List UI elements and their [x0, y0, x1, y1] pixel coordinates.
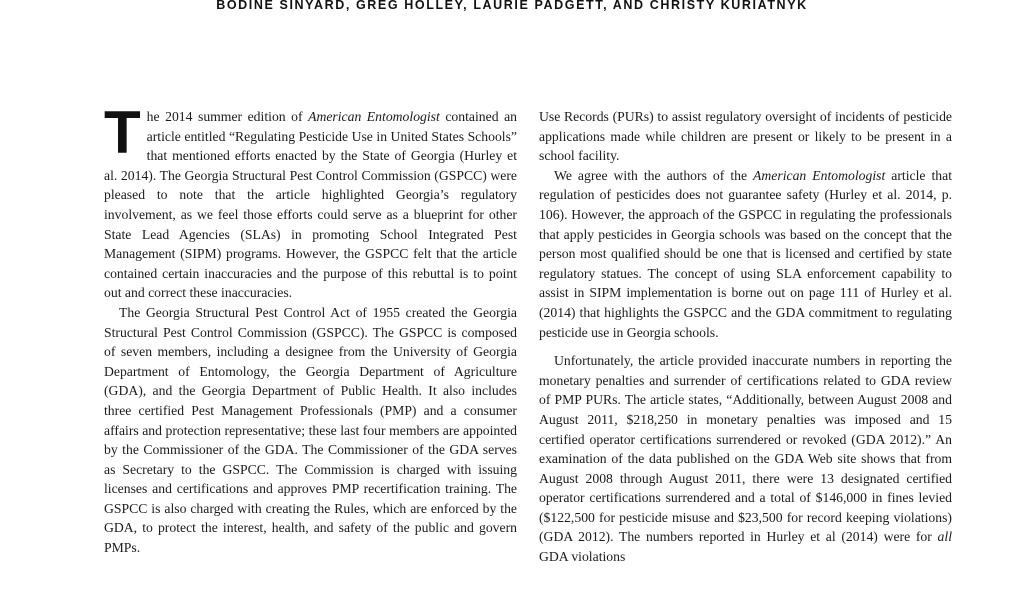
paragraph-agreement — [539, 166, 952, 342]
text-run: he 2014 summer edition of — [146, 109, 309, 124]
journal-title: American Entomologist — [308, 109, 440, 124]
text-run: We agree with the authors of the — [554, 167, 754, 183]
article-authors: BODINE SINYARD, GREG HOLLEY, LAURIE PADGETT, AND CHRISTY KURIATNYK — [216, 0, 808, 12]
right-column — [539, 107, 952, 567]
text-run: Unfortunately, the article provided inaccurate numbers in reporting the monetary penalties and surrender of certifications related to GDA review of PMP PURs. The article states, “Additionally, between August 2008 and August 2011, $218,250 in monetary penalties was imposed and 15 certified operator certifications surrendered or revoked (GDA 2012).” An examination of the data published on the GDA Web site shows that from August 2008 through August 2011, there were 13 designated certified operator certifications surrendered and a total of $146,000 in fines levied ($122,500 for pesticide misuse and $23,500 for record keeping violations)(GDA 2012). The numbers reported in Hurley et al (2014) were for — [539, 353, 952, 545]
paragraph-inaccuracies — [539, 351, 952, 567]
text-run: contained an article entitled “Regulating Pesticide Use in United States Schools” that mentioned efforts enacted by the State of Georgia (Hurley et al. 2014). The Georgia Structural Pest Control Commission (GSPCC) were pleased to note that the article highlighted Georgia’s regulatory involvement, as we feel those efforts could serve as a blueprint for other State Lead Agencies (SLAs) in promoting School Integrated Pest Management (SIPM) programs. However, the GSPCC felt that the article contained certain inaccuracies and the purpose of this rebuttal is to point out and correct these inaccuracies. — [104, 109, 517, 301]
text-run: GDA violations — [539, 549, 626, 565]
paragraph-continued: Use Records (PURs) to assist regulatory oversight of incidents of pesticide applications made while children are present or likely to be present in a school facility. — [539, 109, 952, 164]
drop-cap: T — [104, 99, 141, 166]
left-column — [104, 99, 517, 558]
emphasis-all: all — [937, 529, 952, 545]
journal-title: American Entomologist — [753, 167, 886, 183]
paragraph-intro — [104, 99, 517, 303]
text-run: article that regulation of pesticides does not guarantee safety (Hurley et al. 2014, p. 106). However, the approach of the GSPCC in regulating the professionals that apply pesticides in Georgia schools was based on the concept that the person most qualified should be one that is licensed and certified by state regulatory statues. The concept of using SLA enforcement capability to assist in SIPM implementation is borne out on page 111 of Hurley et al. (2014) that highlights the GSPCC and the GDA commitment to regulating pesticide use in Georgia schools. — [539, 167, 953, 340]
paragraph-gspcc-history: The Georgia Structural Pest Control Act of 1955 created the Georgia Structural Pest Control Commission (GSPCC). The GSPCC is composed of seven members, including a designee from the University of Georgia Department of Entomology, the Georgia Department of Agriculture (GDA), and the Georgia Department of Public Health. It also includes three certified Pest Management Professionals (PMP) and a consumer affairs and protection representative; these last four members are appointed by the Commissioner of the GDA. The Commissioner of the GDA serves as Secretary to the GSPCC. The Commission is charged with issuing licenses and certifications and approves PMP recertification training. The GSPCC is also charged with creating the Rules, which are enforced by the GDA, to protect the interest, health, and safety of the public and govern PMPs. — [104, 304, 517, 556]
